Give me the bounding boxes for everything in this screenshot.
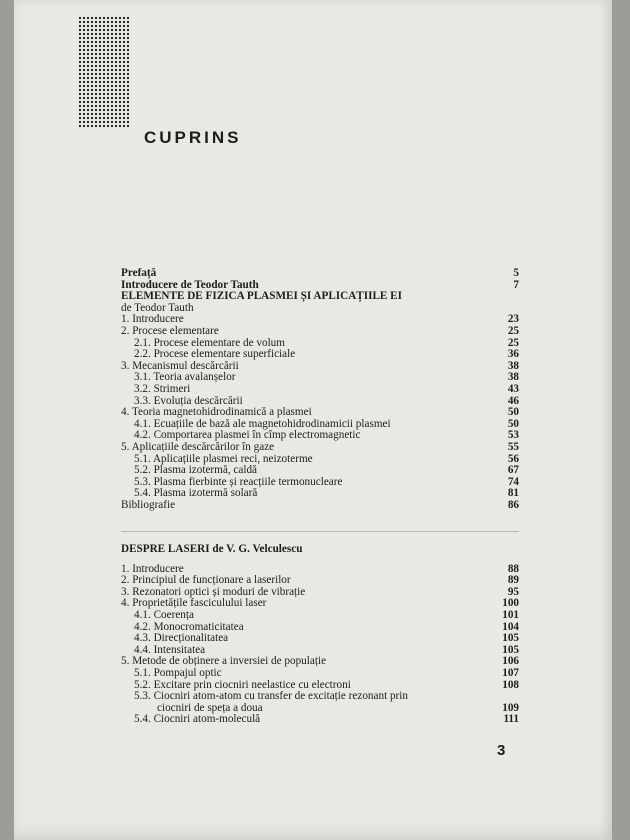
toc-entry-page: 95 bbox=[507, 585, 519, 598]
halftone-dot-block bbox=[78, 16, 130, 128]
toc-entry-page: 7 bbox=[513, 278, 519, 291]
toc-entry-title: 3. Mecanismul descărcării bbox=[121, 359, 239, 372]
toc-entry-title: 4.1. Coerența bbox=[134, 608, 194, 621]
toc-entry-page: 88 bbox=[507, 562, 519, 575]
toc-entry bbox=[121, 610, 519, 622]
toc-entry-page: 25 bbox=[507, 336, 519, 349]
toc-entry-title: 5. Metode de obținere a inversiei de populație bbox=[121, 655, 327, 668]
toc-entry-title: 3.2. Strimeri bbox=[134, 382, 191, 395]
toc-entry-title: Bibliografie bbox=[121, 498, 176, 511]
toc-entry-title: 4. Teoria magnetohidrodinamică a plasmei bbox=[121, 406, 312, 419]
toc-entry-page: 89 bbox=[507, 574, 519, 587]
toc-entry-page: 105 bbox=[502, 643, 519, 656]
toc-entry-title: 5.1. Aplicațiile plasmei reci, neizoterme bbox=[134, 452, 313, 465]
toc-entry-page: 67 bbox=[507, 464, 519, 477]
toc-entry-page: 100 bbox=[502, 597, 519, 610]
contents-heading: CUPRINS bbox=[144, 128, 242, 147]
toc-entry-title: 4. Proprietățile fasciculului laser bbox=[121, 597, 267, 610]
toc-entry-title: 5.2. Excitare prin ciocniri neelastice cu electroni bbox=[134, 678, 351, 691]
toc-entry bbox=[121, 691, 519, 703]
toc-entry-page: 43 bbox=[507, 382, 519, 395]
toc-entry-title: de Teodor Tauth bbox=[121, 301, 194, 314]
toc-entry bbox=[121, 714, 519, 726]
toc-entry-title: Prefață bbox=[121, 267, 157, 279]
toc-entry-title: ciocniri de speța a doua bbox=[157, 701, 263, 714]
toc-entry-title: 5.1. Pompajul optic bbox=[134, 666, 222, 679]
toc-entry-page: 5 bbox=[513, 267, 519, 279]
toc-entry bbox=[121, 544, 519, 556]
toc-entry-title: 1. Introducere bbox=[121, 562, 184, 575]
toc-entry-title: DESPRE LASERI de V. G. Velculescu bbox=[121, 543, 303, 555]
toc-entry-title: Introducere de Teodor Tauth bbox=[121, 278, 259, 291]
toc-entry-title: 1. Introducere bbox=[121, 313, 184, 326]
toc-entry bbox=[121, 326, 519, 338]
toc-entry-page: 106 bbox=[502, 655, 519, 668]
toc-entry-page: 56 bbox=[507, 452, 519, 465]
toc-entry-page: 25 bbox=[507, 324, 519, 337]
section-divider bbox=[121, 531, 519, 532]
toc-entry-title: 4.3. Direcționalitatea bbox=[134, 632, 229, 645]
toc-entry-title: 3.3. Evoluția descărcării bbox=[134, 394, 243, 407]
toc-entry-page: 104 bbox=[502, 620, 519, 633]
toc-entry-page: 108 bbox=[502, 678, 519, 691]
toc-entry-title: 5.3. Ciocniri atom-atom cu transfer de excitație rezonant prin bbox=[134, 690, 408, 703]
book-page bbox=[14, 0, 612, 840]
toc-entry-title: 5. Aplicațiile descărcărilor în gaze bbox=[121, 440, 275, 453]
toc-entry-page: 86 bbox=[507, 498, 519, 511]
toc-entry-title: 4.2. Comportarea plasmei în cîmp electromagnetic bbox=[134, 429, 361, 442]
toc-entry-page: 50 bbox=[507, 417, 519, 430]
toc-entry-title: 4.4. Intensitatea bbox=[134, 643, 206, 656]
toc-entry-title: 4.1. Ecuațiile de bază ale magnetohidrodinamicii plasmei bbox=[134, 417, 391, 430]
toc-entry bbox=[121, 407, 519, 419]
toc-entry-page: 50 bbox=[507, 406, 519, 419]
toc-entry-title: 2. Procese elementare bbox=[121, 324, 219, 337]
toc-entry bbox=[121, 268, 519, 280]
toc-entry-page: 105 bbox=[502, 632, 519, 645]
toc-entry-page: 101 bbox=[502, 608, 519, 621]
toc-entry bbox=[121, 384, 519, 396]
toc-entry-title: 2.1. Procese elementare de volum bbox=[134, 336, 285, 349]
toc-entry-page: 111 bbox=[503, 713, 519, 726]
toc-entry bbox=[121, 442, 519, 454]
toc-section-plasma bbox=[121, 268, 519, 511]
toc-entry-title: ELEMENTE DE FIZICA PLASMEI ȘI APLICAȚIILE EI bbox=[121, 290, 403, 303]
toc-entry-title: 5.3. Plasma fierbinte și reacțiile termonucleare bbox=[134, 475, 343, 488]
toc-entry bbox=[121, 349, 519, 361]
toc-entry-title: 5.4. Plasma izotermă solară bbox=[134, 487, 258, 500]
toc-entry-title: 2.2. Procese elementare superficiale bbox=[134, 348, 296, 361]
toc-entry bbox=[121, 668, 519, 680]
toc-entry-page: 109 bbox=[502, 701, 519, 714]
toc-entry-page: 107 bbox=[502, 666, 519, 679]
toc-entry-page: 38 bbox=[507, 359, 519, 372]
toc-entry bbox=[121, 488, 519, 500]
toc-entry-page: 38 bbox=[507, 371, 519, 384]
toc-entry-page: 55 bbox=[507, 440, 519, 453]
toc-entry-page: 81 bbox=[507, 487, 519, 500]
toc-entry-title: 3. Rezonatori optici și moduri de vibrație bbox=[121, 585, 306, 598]
toc-entry-page: 36 bbox=[507, 348, 519, 361]
page-number: 3 bbox=[497, 742, 506, 759]
toc-entry-title: 3.1. Teoria avalanșelor bbox=[134, 371, 236, 384]
toc-entry-title: 5.2. Plasma izotermă, caldă bbox=[134, 464, 258, 477]
toc-entry-page: 23 bbox=[507, 313, 519, 326]
toc-entry-page: 74 bbox=[507, 475, 519, 488]
toc-entry bbox=[121, 465, 519, 477]
toc-entry bbox=[121, 633, 519, 645]
toc-entry-page: 46 bbox=[507, 394, 519, 407]
toc-entry-page: 53 bbox=[507, 429, 519, 442]
toc-entry bbox=[121, 500, 519, 512]
toc-entry-title: 4.2. Monocromaticitatea bbox=[134, 620, 244, 633]
toc-section-laser bbox=[121, 544, 519, 726]
toc-entry-title: 5.4. Ciocniri atom-moleculă bbox=[134, 713, 261, 726]
toc-entry-title: 2. Principiul de funcționare a laserilor bbox=[121, 574, 291, 587]
